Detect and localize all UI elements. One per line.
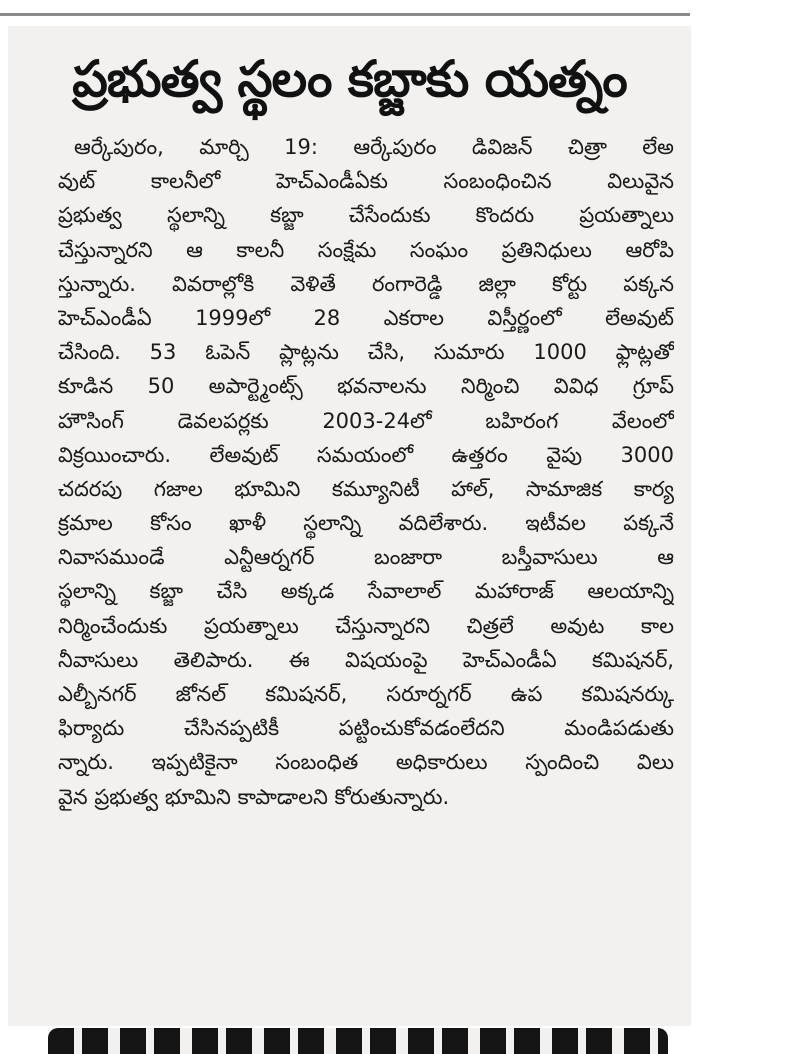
article-line: వుట్ కాలనీలో హెచ్ఎండీఏకు సంబంధించిన విలువైన [58,169,674,194]
article-headline: ప్రభుత్వ స్థలం కబ్జాకు యత్నం [72,50,627,108]
article-line: నిర్మించేందుకు ప్రయత్నాలు చేస్తున్నారని చిత్రలే అవుట కాల [58,613,674,638]
article-line: హౌసింగ్ డెవలపర్లకు 2003-24లో బహిరంగ వేలంలో [58,408,674,433]
top-divider-rule [0,13,690,16]
article-line: వైన ప్రభుత్వ భూమిని కాపాడాలని కోరుతున్నారు. [58,784,450,809]
article-line: నివాసముండే ఎన్టీఆర్నగర్ బంజారా బస్తీవాసులు ఆ [58,545,674,570]
article-line: విక్రయించారు. లేఅవుట్ సమయంలో ఉత్తరం వైపు 3000 [58,442,674,467]
cropped-next-headline [48,1014,668,1054]
article-line: ఆర్కేపురం, మార్చి 19: ఆర్కేపురం డివిజన్ చిత్రా లేఅ [74,135,674,159]
article-line: ఎల్బీనగర్ జోనల్ కమిషనర్, సరూర్నగర్ ఉప కమిషనర్కు [58,682,674,706]
article-line: స్తున్నారు. వివరాల్లోకి వెళితే రంగారెడ్డి జిల్లా కోర్టు పక్కన [58,271,674,296]
newspaper-clipping [8,26,691,1026]
article-line: చదరపు గజాల భూమిని కమ్యూనిటీ హాల్, సామాజిక కార్య [58,476,674,501]
article-line: హెచ్ఎండీఏ 1999లో 28 ఎకరాల విస్తీర్ణంలో లేఅవుట్ [58,305,674,330]
article-line: ప్రభుత్వ స్థలాన్ని కబ్జా చేసేందుకు కొందరు ప్రయత్నాలు [58,203,674,228]
article-line: ఫిర్యాదు చేసినప్పటికీ పట్టించుకోవడంలేదని మండిపడుతు [58,716,674,741]
article-line: చేస్తున్నారని ఆ కాలనీ సంక్షేమ సంఘం ప్రతినిధులు ఆరోపి [58,237,674,262]
article-line: చేసింది. 53 ఓపెన్ ప్లాట్లను చేసి, సుమారు 1000 ఫ్లాట్లతో [58,340,674,365]
article-line: న్నారు. ఇప్పటికైనా సంబంధిత అధికారులు స్పందించి విలు [58,750,674,775]
article-line: క్రమాల కోసం ఖాళీ స్థలాన్ని వదిలేశారు. ఇటీవల పక్కనే [58,511,674,536]
article-line: స్థలాన్ని కబ్జా చేసి అక్కడ సేవాలాల్ మహారాజ్ ఆలయాన్ని [58,579,674,604]
article-line: కూడిన 50 అపార్ట్మెంట్స్ భవనాలను నిర్మించి వివిధ గ్రూప్ [58,374,674,399]
article-body [58,130,674,814]
article-line: నీవాసులు తెలిపారు. ఈ విషయంపై హెచ్ఎండీఏ కమిషనర్, [58,647,674,672]
